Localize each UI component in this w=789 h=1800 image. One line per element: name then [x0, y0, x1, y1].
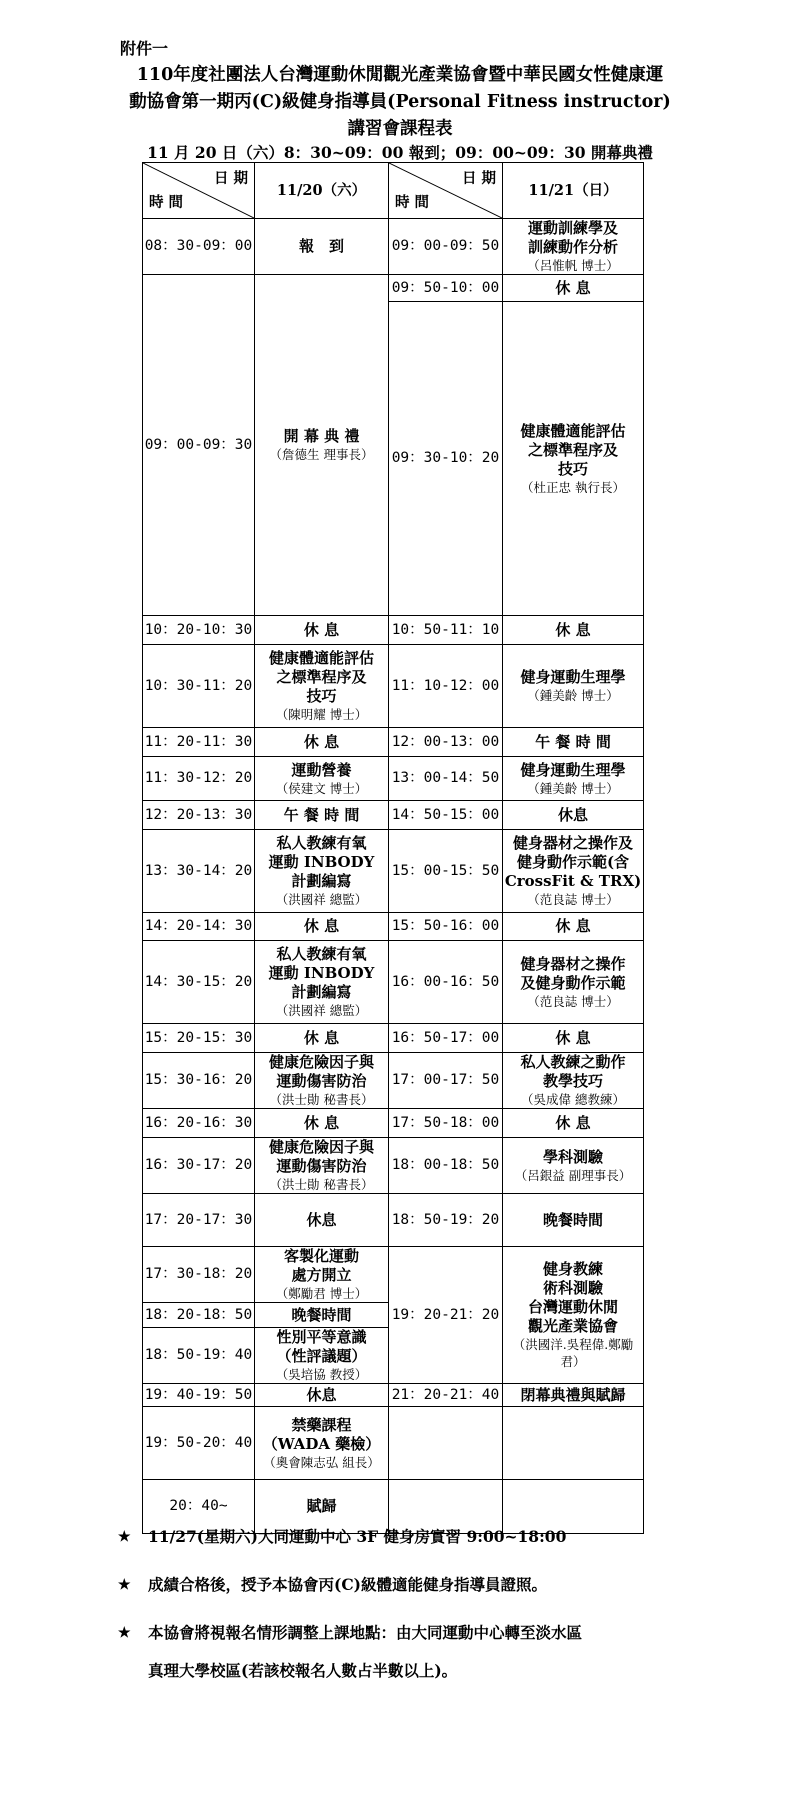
- speaker-name: （奧會陳志弘 組長）: [263, 1454, 380, 1470]
- course-title: 技巧: [306, 687, 337, 705]
- course-cell: [255, 941, 389, 1024]
- time-slot: 14：30-15：20: [143, 941, 255, 1024]
- note-item: [118, 1621, 698, 1645]
- course-cell: [503, 913, 644, 941]
- table-row: [143, 941, 644, 1024]
- course-title: 計劃編寫: [291, 872, 352, 890]
- course-title: 休 息: [555, 278, 591, 297]
- course-cell: [255, 645, 389, 728]
- course-title: 運動傷害防治: [276, 1157, 367, 1175]
- course-title: 之標準程序及: [527, 440, 618, 459]
- day2-header: 11/21（日）: [503, 163, 644, 219]
- course-cell: [503, 1247, 644, 1384]
- table-row: [143, 1109, 644, 1138]
- course-title: 及健身動作示範: [520, 973, 626, 992]
- course-cell: [255, 1024, 389, 1053]
- course-title: 處方開立: [291, 1266, 352, 1284]
- note-text: 真理大學校區(若該校報名人數占半數以上)。: [148, 1661, 458, 1680]
- course-title: 健身教練: [542, 1260, 603, 1278]
- course-title: 晚餐時間: [542, 1210, 603, 1229]
- note-item: [118, 1573, 698, 1597]
- course-title: 觀光產業協會: [527, 1317, 618, 1335]
- speaker-name: （洪士勛 秘書長）: [269, 1177, 374, 1192]
- table-row: [143, 645, 644, 728]
- course-title: 休息: [306, 1385, 337, 1404]
- course-title: 技巧: [557, 459, 588, 478]
- course-cell: [255, 1303, 389, 1328]
- course-title: 休 息: [555, 620, 591, 639]
- document-title: [100, 62, 700, 143]
- course-title: 健身運動生理學: [520, 668, 626, 686]
- course-title: 健康危險因子與: [268, 1138, 374, 1156]
- time-slot: 19：50-20：40: [143, 1407, 255, 1480]
- table-row: [143, 830, 644, 913]
- course-cell: [255, 728, 389, 757]
- table-row: [143, 275, 644, 302]
- course-cell: [503, 728, 644, 757]
- course-title: 休 息: [303, 1028, 340, 1047]
- date-time-header-cell: [143, 163, 255, 219]
- course-title: 報 到: [298, 237, 344, 255]
- course-cell: [255, 1109, 389, 1138]
- course-title: 運動 INBODY: [268, 964, 375, 982]
- time-slot: 15：20-15：30: [143, 1024, 255, 1053]
- time-slot: 10：20-10：30: [143, 616, 255, 645]
- time-slot: 15：50-16：00: [389, 913, 503, 941]
- course-cell: [503, 1024, 644, 1053]
- course-title: 休 息: [555, 917, 591, 935]
- time-slot: 11：10-12：00: [389, 645, 503, 728]
- course-title: 健康體適能評估: [268, 649, 374, 667]
- table-row: [143, 728, 644, 757]
- course-cell: [503, 219, 644, 275]
- course-title: 性別平等意識: [276, 1328, 367, 1346]
- time-slot: 17：50-18：00: [389, 1109, 503, 1138]
- speaker-name: （洪國祥 總監）: [275, 892, 368, 907]
- speaker-name: （吳培協 教授）: [275, 1367, 368, 1382]
- course-title: 教學技巧: [542, 1072, 603, 1090]
- table-row: [143, 801, 644, 830]
- course-title: 台灣運動休閒: [527, 1298, 618, 1316]
- course-title: 晚餐時間: [291, 1305, 352, 1324]
- time-slot: 18：50-19：20: [389, 1194, 503, 1247]
- time-slot: 16：20-16：30: [143, 1109, 255, 1138]
- course-cell: [503, 616, 644, 645]
- time-slot: 18：00-18：50: [389, 1138, 503, 1194]
- speaker-name: （呂銀益 副理事長）: [514, 1167, 632, 1183]
- course-cell: [503, 302, 644, 616]
- table-row: [143, 1384, 644, 1407]
- course-title: 客製化運動: [283, 1247, 359, 1265]
- note-item-continuation: [118, 1661, 698, 1683]
- time-slot: 17：30-18：20: [143, 1247, 255, 1303]
- speaker-name: （陳明耀 博士）: [275, 707, 368, 722]
- course-title: （性評議題）: [276, 1347, 367, 1365]
- course-cell: [255, 1407, 389, 1480]
- course-cell: [255, 219, 389, 275]
- time-label: 時 間: [395, 194, 430, 211]
- course-cell: [255, 1384, 389, 1407]
- time-slot: 15：00-15：50: [389, 830, 503, 913]
- course-cell: [255, 616, 389, 645]
- course-title: 之標準程序及: [276, 668, 367, 686]
- table-row: [143, 1024, 644, 1053]
- schedule-table: [142, 162, 644, 1534]
- table-row: [143, 219, 644, 251]
- course-cell: [503, 275, 644, 302]
- course-cell: [503, 645, 644, 728]
- time-slot: 16：30-17：20: [143, 1138, 255, 1194]
- time-slot: 16：50-17：00: [389, 1024, 503, 1053]
- time-slot: 10：50-11：10: [389, 616, 503, 645]
- registration-subtitle: 11 月 20 日（六）8：30~09：00 報到；09：00~09：30 開幕典禮: [147, 143, 653, 162]
- time-slot: 13：00-14：50: [389, 757, 503, 801]
- note-text: 成績合格後，授予本協會丙(C)級體適能健身指導員證照。: [148, 1575, 548, 1594]
- speaker-name: （洪士勛 秘書長）: [269, 1092, 374, 1107]
- course-title: 健康體適能評估: [520, 421, 626, 440]
- course-title: 休 息: [303, 917, 340, 935]
- course-title: 訓練動作分析: [527, 238, 618, 256]
- speaker-name: （洪國洋.吳程偉.鄭勵君）: [512, 1337, 634, 1369]
- course-title: 午 餐 時 間: [535, 732, 611, 751]
- speaker-name: （詹德生 理事長）: [269, 447, 374, 462]
- table-row: [143, 1407, 644, 1480]
- course-cell: [503, 941, 644, 1024]
- empty-cell: [389, 1407, 503, 1480]
- course-cell: [255, 1053, 389, 1109]
- course-title: 健康危險因子與: [268, 1053, 374, 1071]
- course-cell: [255, 830, 389, 913]
- course-title: 私人教練有氧: [276, 945, 367, 963]
- time-slot: 08：30-09：00: [143, 219, 255, 275]
- time-slot: 14：20-14：30: [143, 913, 255, 941]
- course-title: 健身器材之操作及: [512, 834, 633, 852]
- course-cell: [255, 801, 389, 830]
- note-text: 11/27(星期六)大同運動中心 3F 健身房實習 9:00~18:00: [148, 1527, 567, 1546]
- time-slot: 19：20-21：20: [389, 1247, 503, 1384]
- course-title: 開 幕 典 禮: [283, 427, 360, 445]
- speaker-name: （杜正忠 執行長）: [521, 479, 625, 495]
- table-row: [143, 616, 644, 645]
- course-title: 學科測驗: [542, 1147, 603, 1166]
- course-title: 休 息: [303, 620, 340, 639]
- course-title: 運動營養: [291, 760, 352, 779]
- time-slot: 15：30-16：20: [143, 1053, 255, 1109]
- speaker-name: （范良誌 博士）: [527, 993, 619, 1009]
- table-row: [143, 1053, 644, 1109]
- course-cell: [503, 1384, 644, 1407]
- time-slot: 17：20-17：30: [143, 1194, 255, 1247]
- speaker-name: （吳成偉 總教練）: [521, 1092, 625, 1107]
- notes-section: [118, 1525, 698, 1707]
- time-slot: 12：20-13：30: [143, 801, 255, 830]
- speaker-name: （侯建文 博士）: [275, 780, 368, 796]
- time-slot: 11：30-12：20: [143, 757, 255, 801]
- course-cell: [255, 1328, 389, 1384]
- course-title: 健身器材之操作: [520, 954, 626, 973]
- empty-cell: [503, 1407, 644, 1480]
- table-row: [143, 913, 644, 941]
- time-slot: 11：20-11：30: [143, 728, 255, 757]
- course-cell: [255, 1194, 389, 1247]
- course-cell: [255, 275, 389, 616]
- time-slot: 20：40~: [143, 1480, 255, 1534]
- day1-header: 11/20（六）: [255, 163, 389, 219]
- speaker-name: （呂惟帆 博士）: [527, 258, 619, 273]
- course-cell: [255, 1247, 389, 1303]
- course-title: 健身動作示範(含: [516, 853, 630, 871]
- time-slot: 16：00-16：50: [389, 941, 503, 1024]
- table-row: [143, 1194, 644, 1247]
- time-slot: 09：30-10：20: [389, 302, 503, 616]
- time-label: 時 間: [149, 194, 184, 211]
- time-slot: 09：50-10：00: [389, 275, 503, 302]
- course-title: 休息: [306, 1210, 337, 1229]
- course-title: 休 息: [555, 1113, 591, 1132]
- speaker-name: （鄭勵君 博士）: [275, 1286, 368, 1301]
- course-cell: [503, 801, 644, 830]
- header-row: [143, 163, 644, 219]
- table-row: [143, 1247, 644, 1303]
- course-cell: [503, 1138, 644, 1194]
- table-row: [143, 1138, 644, 1194]
- course-title: （WADA 藥檢）: [262, 1434, 381, 1453]
- date-label: 日 期: [213, 170, 248, 187]
- course-title: 休 息: [303, 1113, 340, 1132]
- note-text: 本協會將視報名情形調整上課地點：由大同運動中心轉至淡水區: [148, 1623, 583, 1642]
- course-title: 休 息: [303, 732, 340, 751]
- course-cell: [255, 757, 389, 801]
- time-slot: 18：20-18：50: [143, 1303, 255, 1328]
- course-cell: [255, 1138, 389, 1194]
- course-title: 術科測驗: [542, 1279, 603, 1297]
- time-slot: 21：20-21：40: [389, 1384, 503, 1407]
- course-cell: [255, 913, 389, 941]
- course-title: 閉幕典禮與賦歸: [520, 1385, 626, 1404]
- title-line-2: 動協會第一期丙(C)級健身指導員(Personal Fitness instructor): [129, 92, 671, 112]
- date-time-header-cell: [389, 163, 503, 219]
- course-title: CrossFit & TRX): [504, 872, 642, 890]
- course-title: 運動訓練學及: [527, 219, 618, 237]
- time-slot: 19：40-19：50: [143, 1384, 255, 1407]
- time-slot: 17：00-17：50: [389, 1053, 503, 1109]
- course-title: 私人教練有氧: [276, 834, 367, 852]
- time-slot: 10：30-11：20: [143, 645, 255, 728]
- course-title: 休息: [557, 805, 588, 824]
- course-cell: [503, 757, 644, 801]
- star-icon: ★: [118, 1529, 131, 1545]
- attachment-label: 附件一: [120, 39, 169, 58]
- course-title: 運動 INBODY: [268, 853, 375, 871]
- time-slot: 13：30-14：20: [143, 830, 255, 913]
- title-line-1: 110年度社團法人台灣運動休閒觀光產業協會暨中華民國女性健康運: [136, 65, 664, 85]
- speaker-name: （鍾美齡 博士）: [527, 688, 619, 703]
- course-title: 計劃編寫: [291, 983, 352, 1001]
- course-title: 休 息: [555, 1028, 591, 1047]
- course-cell: [503, 1109, 644, 1138]
- course-title: 禁藥課程: [291, 1415, 352, 1434]
- speaker-name: （洪國祥 總監）: [275, 1003, 368, 1018]
- note-item: [118, 1525, 698, 1549]
- course-title: 賦歸: [306, 1497, 337, 1515]
- title-line-3: 講習會課程表: [347, 119, 453, 139]
- course-cell: [503, 830, 644, 913]
- star-icon: ★: [118, 1625, 131, 1641]
- time-slot: 14：50-15：00: [389, 801, 503, 830]
- course-title: 健身運動生理學: [520, 760, 626, 779]
- course-title: 運動傷害防治: [276, 1072, 367, 1090]
- time-slot: 09：00-09：30: [143, 275, 255, 616]
- course-title: 午 餐 時 間: [283, 805, 360, 824]
- time-slot: 12：00-13：00: [389, 728, 503, 757]
- table-row: [143, 757, 644, 801]
- course-cell: [503, 1053, 644, 1109]
- date-label: 日 期: [461, 170, 496, 187]
- course-cell: [503, 1194, 644, 1247]
- time-slot: 18：50-19：40: [143, 1328, 255, 1384]
- speaker-name: （鍾美齡 博士）: [527, 780, 619, 796]
- course-title: 私人教練之動作: [520, 1053, 626, 1071]
- star-icon: ★: [118, 1577, 131, 1593]
- speaker-name: （范良誌 博士）: [527, 892, 619, 907]
- time-slot: 09：00-09：50: [389, 219, 503, 275]
